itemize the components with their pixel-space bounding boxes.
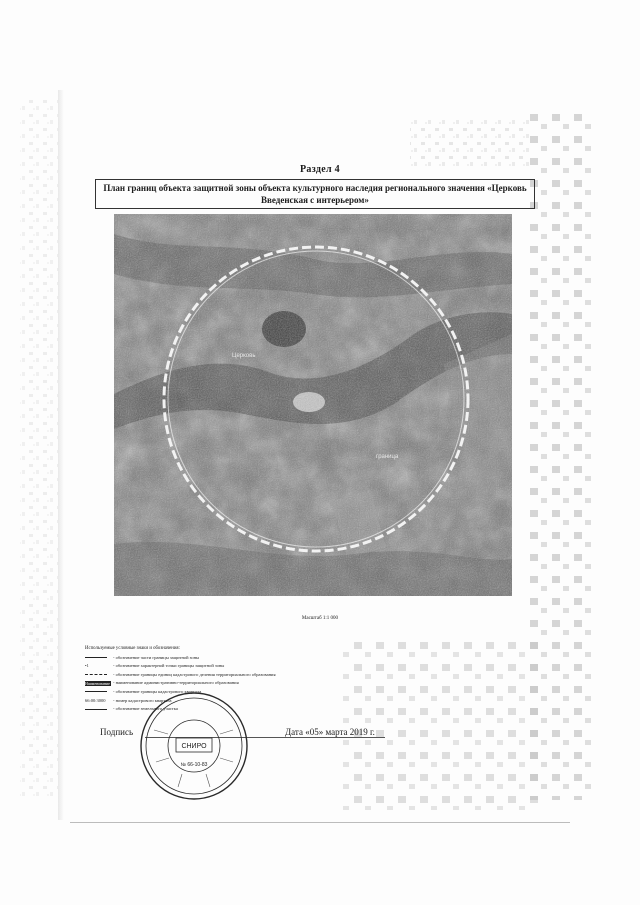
signature-label: Подпись xyxy=(100,727,134,737)
legend-symbol-dash xyxy=(85,671,113,680)
aerial-map-image xyxy=(114,214,512,596)
legend-item xyxy=(85,654,355,663)
legend-symbol-line xyxy=(85,688,113,697)
stamp-text: СНИРО xyxy=(181,743,207,750)
plan-title: План границ объекта защитной зоны объекта культурного наследия регионального значения «Церковь Введенская с интерьером» xyxy=(95,179,535,209)
signature-date: Дата «05» марта 2019 г. xyxy=(285,727,375,737)
legend-item-text: - обозначение границы единиц кадастрового деления территориального образования xyxy=(113,671,276,677)
legend-item-text: - номер кадастрового квартала xyxy=(113,697,172,703)
legend-symbol-point: •1 xyxy=(85,663,89,669)
legend-item-text: - наименование административно-территориального образования xyxy=(113,680,239,686)
bottom-rule xyxy=(70,822,570,823)
legend-item-text: - обозначение части границы защитной зоны xyxy=(113,654,200,660)
official-stamp xyxy=(138,690,250,802)
map-label-church: Церковь xyxy=(232,353,256,359)
legend-item xyxy=(85,679,355,688)
aerial-map xyxy=(114,214,512,596)
legend-heading: Используемые условные знаки и обозначения: xyxy=(85,646,180,651)
legend-item xyxy=(85,662,355,671)
section-label: Раздел 4 xyxy=(300,164,340,175)
scale-label: Масштаб 1:1 000 xyxy=(301,616,339,621)
map-label-boundary: граница xyxy=(376,454,399,460)
legend-item-text: - обозначение характерной точки границы защитной зоны xyxy=(113,663,225,669)
legend-symbol-line xyxy=(85,654,113,663)
legend-symbol-line xyxy=(85,705,113,714)
scan-edge-shadow xyxy=(58,90,64,820)
legend-item-text: - обозначение границы кадастрового квартала xyxy=(113,688,202,694)
stamp-number: № 66-10-83 xyxy=(180,762,208,768)
legend-symbol-number: 66:00:3000 xyxy=(85,697,106,703)
legend-item xyxy=(85,671,355,680)
legend-symbol-block: Наименование xyxy=(85,680,110,686)
legend-item-text: - обозначение земельного участка xyxy=(113,706,178,712)
